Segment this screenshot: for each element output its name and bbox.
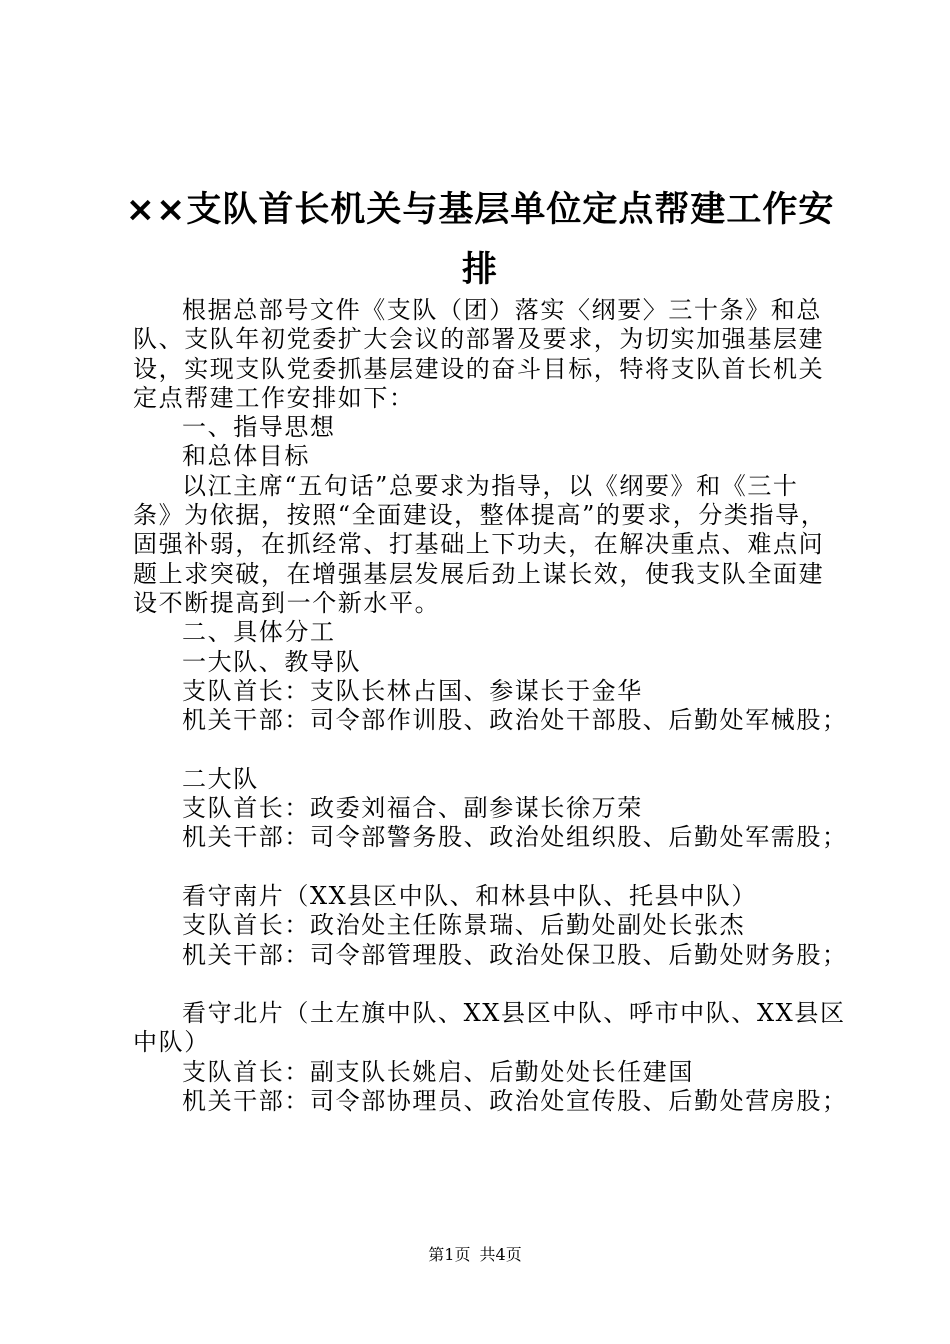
body-line: 设，实现支队党委抓基层建设的奋斗目标，特将支队首长机关	[133, 354, 825, 383]
staff-line: 机关干部：司令部作训股、政治处干部股、后勤处军械股；	[182, 706, 848, 735]
staff-line: 机关干部：司令部警务股、政治处组织股、后勤处军需股；	[182, 823, 848, 852]
body-line: 设不断提高到一个新水平。	[133, 588, 441, 617]
blank-line	[133, 735, 853, 764]
body-line: 题上求突破，在增强基层发展后劲上谋长效，使我支队全面建	[133, 559, 825, 588]
document-title-line-1: ××支队首长机关与基层单位定点帮建工作安	[125, 190, 835, 230]
leader-line: 支队首长：支队长林占国、参谋长于金华	[182, 676, 643, 705]
unit-heading: 一大队、教导队	[182, 647, 362, 676]
blank-line	[133, 853, 853, 882]
body-line: 队、支队年初党委扩大会议的部署及要求，为切实加强基层建	[133, 325, 825, 354]
unit-heading: 二大队	[182, 764, 259, 793]
page-total: 共4页	[479, 1245, 522, 1264]
section-heading-guiding-thought: 一、指导思想	[182, 413, 336, 442]
body-line: 根据总部号文件《支队（团）落实〈纲要〉三十条》和总	[182, 296, 822, 324]
staff-line: 机关干部：司令部协理员、政治处宣传股、后勤处营房股；	[182, 1087, 848, 1116]
document-title-line-2: 排	[461, 250, 498, 290]
unit-heading: 看守南片（XX县区中队、和林县中队、托县中队）	[182, 881, 757, 910]
unit-heading-continued: 中队）	[133, 1028, 210, 1057]
leader-line: 支队首长：政治处主任陈景瑞、后勤处副处长张杰	[182, 911, 746, 940]
page-number: 第1页	[428, 1245, 471, 1264]
section-heading-overall-goal: 和总体目标	[182, 442, 310, 471]
leader-line: 支队首长：副支队长姚启、后勤处处长任建国	[182, 1057, 694, 1086]
body-line: 固强补弱，在抓经常、打基础上下功夫，在解决重点、难点问	[133, 530, 825, 559]
document-body	[133, 296, 853, 1116]
unit-heading: 看守北片（土左旗中队、XX县区中队、呼市中队、XX县区	[182, 999, 846, 1028]
leader-line: 支队首长：政委刘福合、副参谋长徐万荣	[182, 794, 643, 823]
staff-line: 机关干部：司令部管理股、政治处保卫股、后勤处财务股；	[182, 940, 848, 969]
blank-line	[133, 970, 853, 999]
body-line: 以江主席“五句话”总要求为指导，以《纲要》和《三十	[182, 471, 799, 500]
section-heading-division: 二、具体分工	[182, 618, 336, 647]
page-footer	[0, 1245, 950, 1265]
body-line: 定点帮建工作安排如下：	[133, 383, 415, 412]
body-line: 条》为依据，按照“全面建设，整体提高”的要求，分类指导，	[133, 501, 827, 530]
